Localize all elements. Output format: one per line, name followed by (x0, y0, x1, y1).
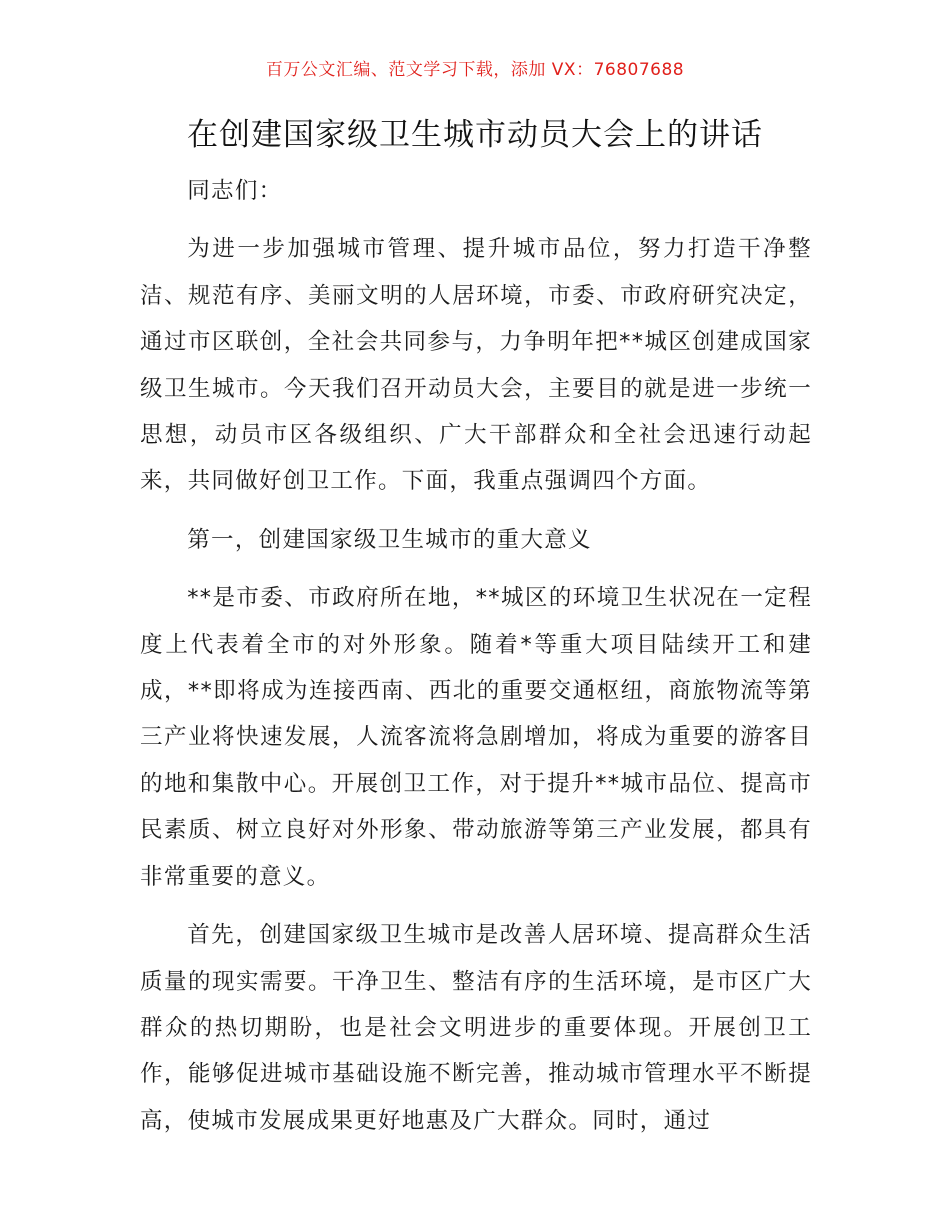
section-heading-first: 第一，创建国家级卫生城市的重大意义 (187, 526, 592, 553)
paragraph-significance: **是市委、市政府所在地，**城区的环境卫生状况在一定程度上代表着全市的对外形象。随着*等重大项目陆续开工和建成，**即将成为连接西南、西北的重要交通枢纽，商旅物流等第三产业将快速发展，人流客流将急剧增加，将成为重要的游客目的地和集散中心。开展创卫工作，对于提升**城市品位、提高市民素质、树立良好对外形象、带动旅游等第三产业发展，都具有非常重要的意义。 (140, 585, 812, 890)
paragraph-firstly: 首先，创建国家级卫生城市是改善人居环境、提高群众生活质量的现实需要。干净卫生、整洁有序的生活环境，是市区广大群众的热切期盼，也是社会文明进步的重要体现。开展创卫工作，能够促进城市基础设施不断完善，推动城市管理水平不断提高，使城市发展成果更好地惠及广大群众。同时，通过 (140, 922, 812, 1134)
watermark-text: 百万公文汇编、范文学习下载，添加 VX：76807688 (265, 60, 685, 80)
document-body (140, 168, 812, 1144)
paragraph-intro: 为进一步加强城市管理、提升城市品位，努力打造干净整洁、规范有序、美丽文明的人居环境，市委、市政府研究决定，通过市区联创，全社会共同参与，力争明年把**城区创建成国家级卫生城市。今天我们召开动员大会，主要目的就是进一步统一思想，动员市区各级组织、广大干部群众和全社会迅速行动起来，共同做好创卫工作。下面，我重点强调四个方面。 (140, 236, 812, 495)
page-title: 在创建国家级卫生城市动员大会上的讲话 (187, 117, 763, 153)
greeting: 同志们： (187, 178, 283, 204)
